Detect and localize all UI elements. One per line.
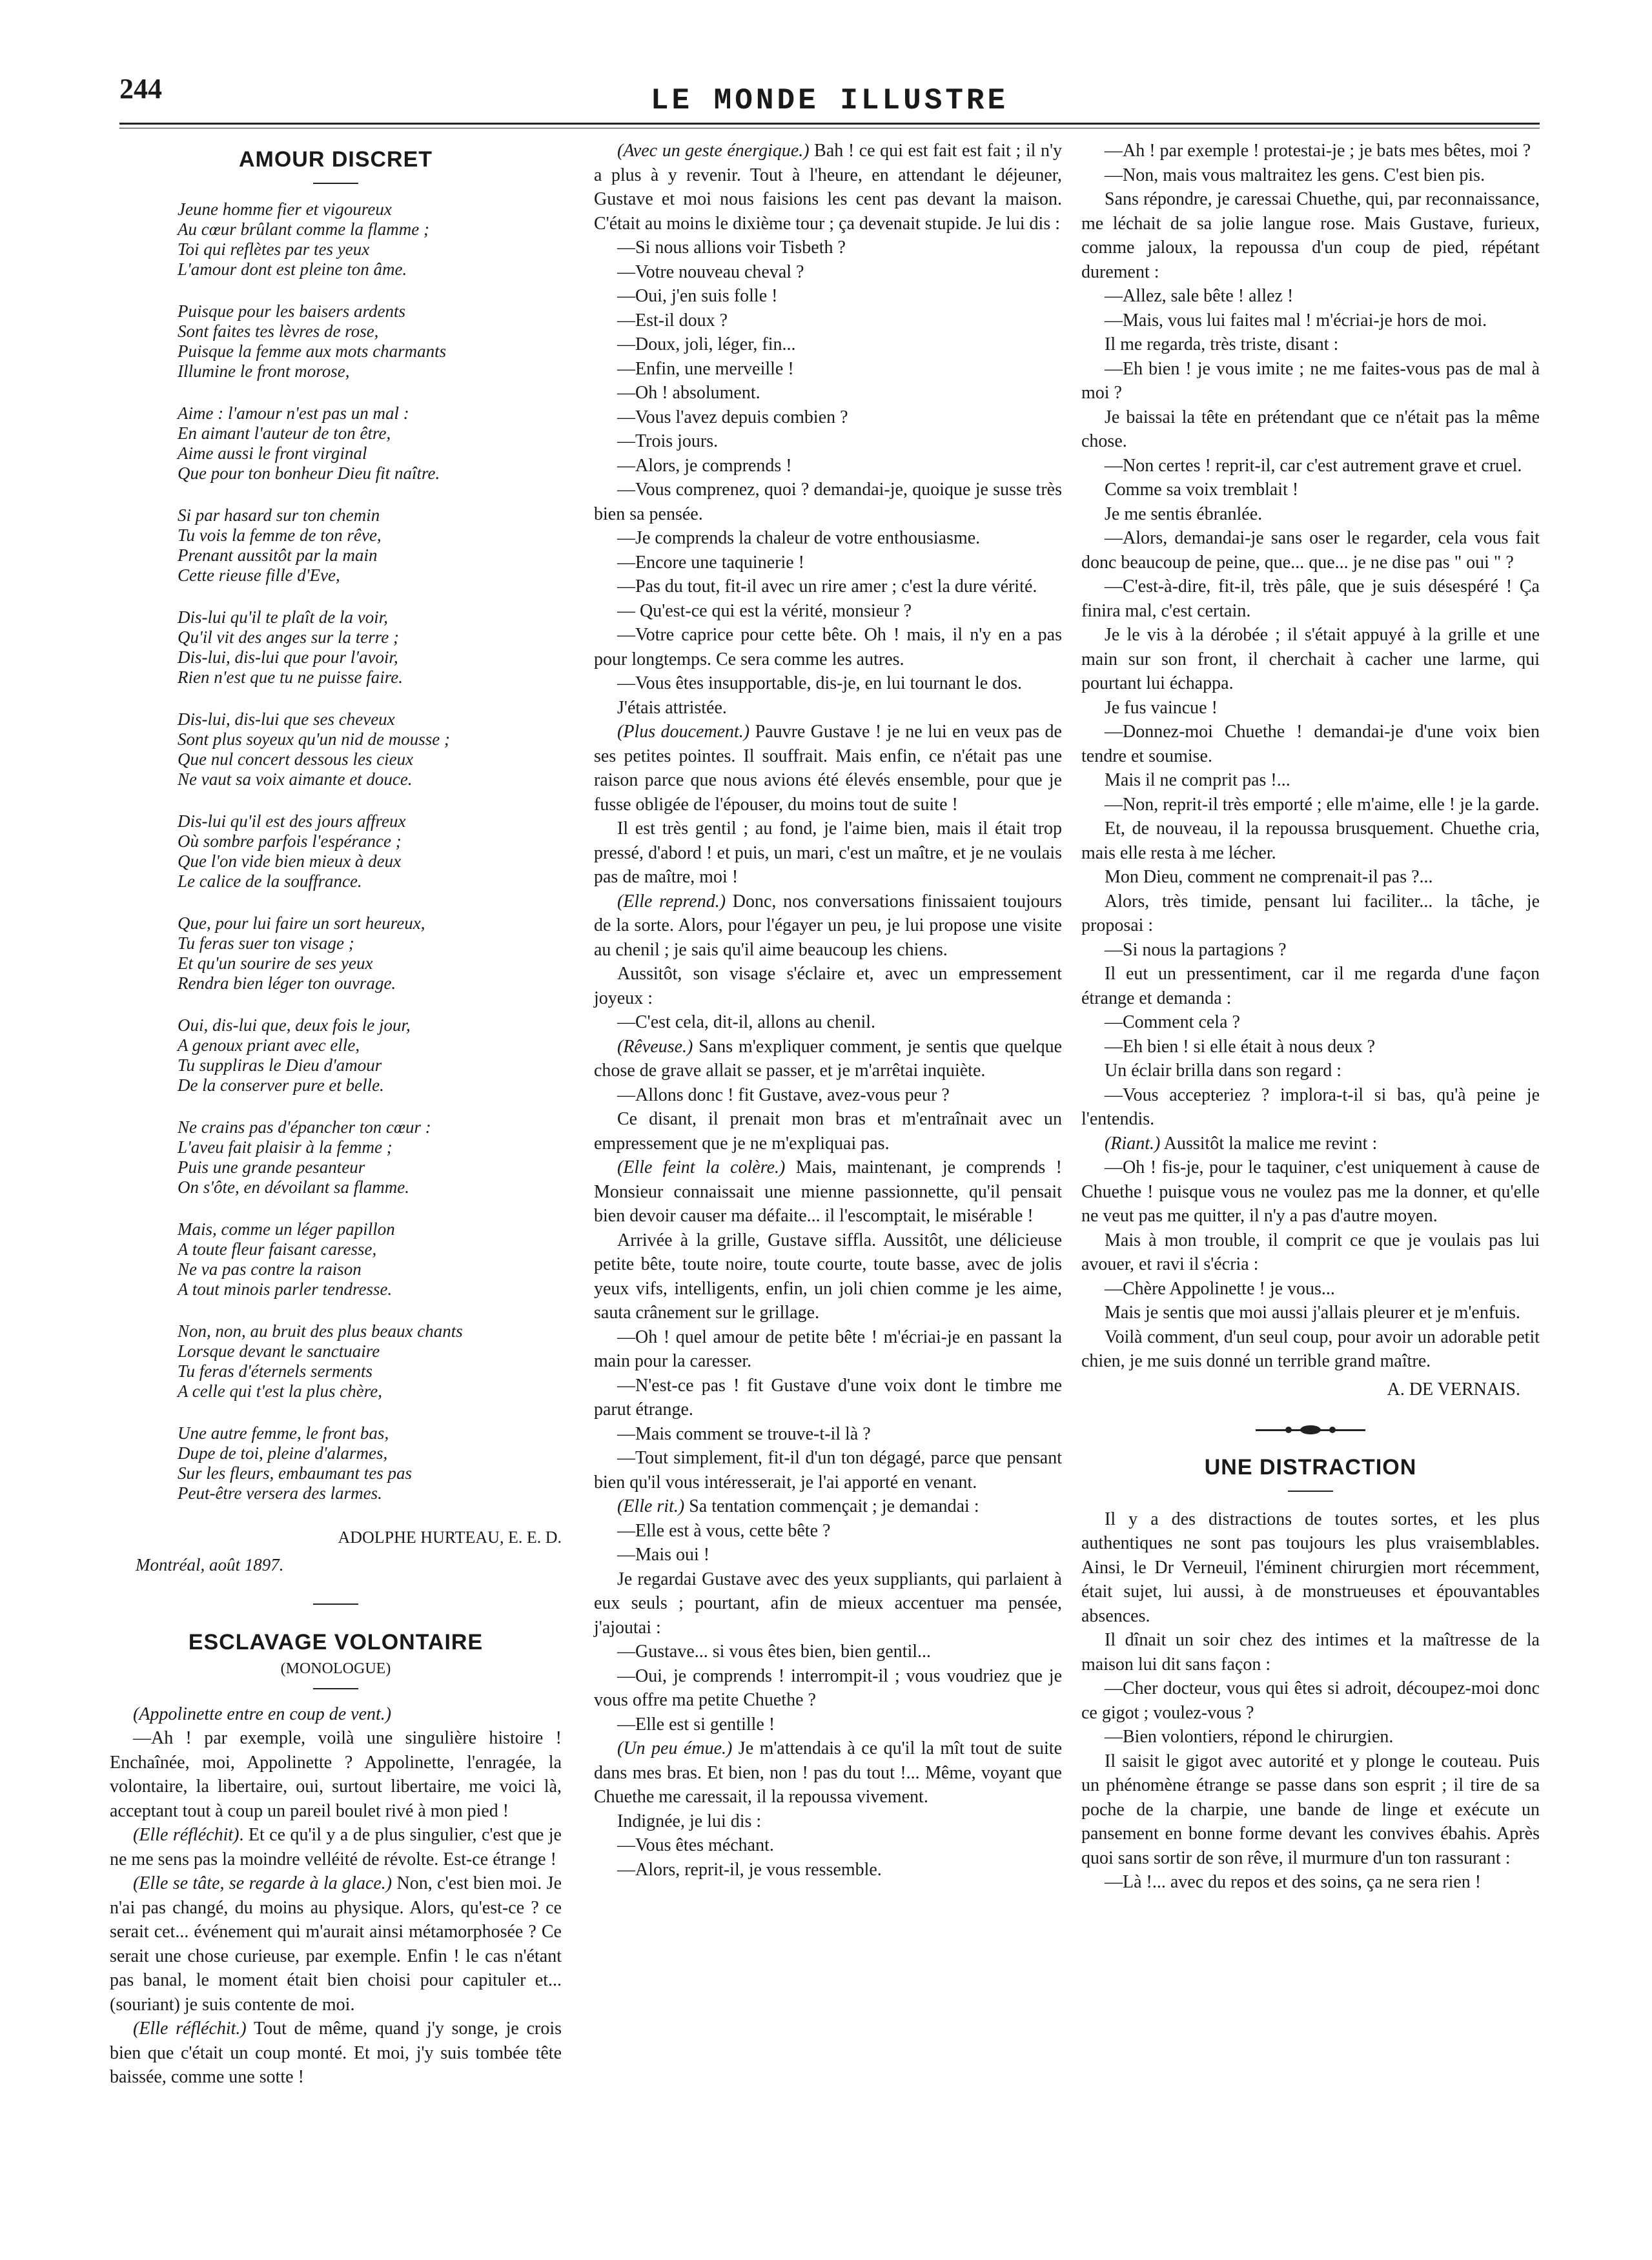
- paragraph: —Votre caprice pour cette bête. Oh ! mais, il n'y en a pas pour longtemps. Ce sera comme les autres.: [594, 625, 1062, 669]
- poem-line: Sont faites tes lèvres de rose,: [178, 321, 379, 341]
- paragraph: —Mais comment se trouve-t-il là ?: [617, 1423, 871, 1444]
- paragraph: Alors, très timide, pensant lui faciliter... la tâche, je proposai :: [1081, 891, 1540, 935]
- poem-line: Puis une grande pesanteur: [178, 1157, 365, 1177]
- paragraph: Mais je sentis que moi aussi j'allais pleurer et je m'enfuis.: [1105, 1303, 1520, 1323]
- paragraph: (Avec un geste énergique.) Bah ! ce qui est fait est fait ; il n'y a plus à y revenir. Tout à l'heure, en attendant le déjeuner, Gustave et moi nous faisions les cent pas devant la maison. C'était au moins le dixième tour ; ça devenait stupide. Je lui dis :: [594, 141, 1062, 234]
- title-rule: [1288, 1491, 1333, 1492]
- poem-line: Une autre femme, le front bas,: [178, 1423, 389, 1443]
- paragraph: J'étais attristée.: [617, 697, 727, 718]
- paragraph: —Vous comprenez, quoi ? demandai-je, quoique je susse très bien sa pensée.: [594, 480, 1062, 524]
- paragraph: —Alors, reprit-il, je vous ressemble.: [617, 1859, 882, 1880]
- paragraph: —Eh bien ! si elle était à nous deux ?: [1105, 1036, 1376, 1057]
- poem-line: Au cœur brûlant comme la flamme ;: [178, 219, 429, 239]
- poem-line: Non, non, au bruit des plus beaux chants: [178, 1321, 463, 1341]
- paragraph: —Si nous la partagions ?: [1105, 939, 1287, 960]
- paragraph: —Tout simplement, fit-il d'un ton dégagé, parce que pensant bien qu'il vous intéresserait, je l'ai apporté en venant.: [594, 1448, 1062, 1492]
- poem-line: A tout minois parler tendresse.: [178, 1279, 393, 1299]
- paragraph: —Oh ! quel amour de petite bête ! m'écriai-je en passant la main pour la caresser.: [594, 1327, 1062, 1371]
- paragraph: Et, de nouveau, il la repoussa brusquement. Chuethe cria, mais elle resta à me lécher.: [1081, 819, 1540, 863]
- poem-stanza: [178, 1219, 562, 1299]
- page-number: 244: [119, 73, 162, 105]
- distraction-text: [1081, 1507, 1540, 1895]
- poem-line: On s'ôte, en dévoilant sa flamme.: [178, 1177, 409, 1197]
- monologue-subtitle: (MONOLOGUE): [280, 1660, 391, 1677]
- column-3: [1081, 139, 1540, 1895]
- poem-stanza: [178, 913, 562, 993]
- paragraph: (Elle se tâte, se regarde à la glace.) Non, c'est bien moi. Je n'ai pas changé, du moins au physique. Alors, qu'est-ce ? ce serait cet... événement qui m'aurait ainsi métamorphosée ? Ce serait une chose curieuse, par exemple. Enfin ! le cas n'étant pas banal, le moment était bien choisi pour capituler et...(souriant) je suis contente de moi.: [110, 1873, 562, 2015]
- poem-line: Tu feras suer ton visage ;: [178, 933, 354, 953]
- poem-line: A toute fleur faisant caresse,: [178, 1239, 377, 1259]
- poem-line: Si par hasard sur ton chemin: [178, 505, 380, 525]
- paragraph: —Alors, je comprends !: [617, 455, 792, 476]
- paragraph: —C'est cela, dit-il, allons au chenil.: [617, 1012, 876, 1032]
- paragraph: Je fus vaincue !: [1105, 697, 1218, 718]
- paragraph: —Non certes ! reprit-il, car c'est autrement grave et cruel.: [1105, 455, 1522, 476]
- paragraph: —Est-il doux ?: [617, 310, 728, 331]
- poem-line: Dis-lui qu'il te plaît de la voir,: [178, 607, 389, 627]
- journal-title: LE MONDE ILLUSTRE: [650, 84, 1009, 117]
- poem-line: Mais, comme un léger papillon: [178, 1219, 395, 1239]
- paragraph: —Oh ! absolument.: [617, 383, 760, 403]
- paragraph: — Qu'est-ce qui est la vérité, monsieur ?: [617, 600, 912, 621]
- poem-line: De la conserver pure et belle.: [178, 1075, 384, 1095]
- paragraph: (Plus doucement.) Pauvre Gustave ! je ne lui en veux pas de ses petites pointes. Il souffrait. Mais enfin, ce n'était pas une raison parce que nous avions été élevés ensemble, pour que je fusse obligée de l'épouser, du moins tout de suite !: [594, 722, 1062, 815]
- poem-line: Sont plus soyeux qu'un nid de mousse ;: [178, 729, 450, 749]
- poem-line: Ne crains pas d'épancher ton cœur :: [178, 1117, 431, 1137]
- poem-line: Lorsque devant le sanctuaire: [178, 1341, 380, 1361]
- paragraph: —Votre nouveau cheval ?: [617, 261, 804, 282]
- paragraph: Aussitôt, son visage s'éclaire et, avec un empressement joyeux :: [594, 964, 1062, 1008]
- paragraph: Mon Dieu, comment ne comprenait-il pas ?...: [1105, 867, 1433, 887]
- monologue-title: ESCLAVAGE VOLONTAIRE: [188, 1629, 484, 1654]
- paragraph: —Pas du tout, fit-il avec un rire amer ; c'est la dure vérité.: [617, 576, 1037, 596]
- paragraph: Voilà comment, d'un seul coup, pour avoir un adorable petit chien, je me suis donné un terrible grand maître.: [1081, 1327, 1540, 1371]
- paragraph: Il me regarda, très triste, disant :: [1105, 334, 1339, 354]
- poem-line: Peut-être versera des larmes.: [178, 1483, 382, 1503]
- paragraph: —Comment cela ?: [1105, 1012, 1240, 1032]
- paragraph: —C'est-à-dire, fit-il, très pâle, que je suis désespéré ! Ça finira mal, c'est certain.: [1081, 576, 1540, 621]
- poem-line: Ne vaut sa voix aimante et douce.: [178, 769, 413, 789]
- poem-line: Oui, dis-lui que, deux fois le jour,: [178, 1015, 411, 1035]
- paragraph: Je baissai la tête en prétendant que ce n'était pas la même chose.: [1081, 407, 1540, 451]
- paragraph: Sans répondre, je caressai Chuethe, qui, par reconnaissance, me léchait de sa jolie langue rose. Mais Gustave, furieux, comme jaloux, la repoussa d'un coup de pied, répétant durement :: [1081, 189, 1540, 282]
- poem-line: A genoux priant avec elle,: [178, 1035, 360, 1055]
- paragraph: —Oh ! fis-je, pour le taquiner, c'est uniquement à cause de Chuethe ! puisque vous ne voulez pas me la donner, et qu'elle ne veut pas me quitter, il n'y a pas d'autre moyen.: [1081, 1157, 1540, 1226]
- paragraph: —Allez, sale bête ! allez !: [1105, 286, 1294, 306]
- poem-stanza: [178, 403, 562, 484]
- poem-line: Ne va pas contre la raison: [178, 1259, 362, 1279]
- paragraph: —Alors, demandai-je sans oser le regarder, cela vous fait donc beaucoup de peine, que... que... je ne dise pas " oui " ?: [1081, 528, 1540, 573]
- paragraph: (Rêveuse.) Sans m'expliquer comment, je sentis que quelque chose de grave allait se passer, et je m'arrêtai inquiète.: [594, 1036, 1062, 1081]
- paragraph: —Ah ! par exemple, voilà une singulière histoire ! Enchaînée, moi, Appolinette ? Appolinette, l'enragée, la volontaire, la libertaire, oui, surtout libertaire, me voici là, acceptant tout à coup un pareil boulet rivé à mon pied !: [110, 1728, 562, 1821]
- poem-stanza: [178, 199, 562, 280]
- paragraph: —Mais, vous lui faites mal ! m'écriai-je hors de moi.: [1105, 310, 1487, 331]
- paragraph: —Là !... avec du repos et des soins, ça ne sera rien !: [1105, 1872, 1482, 1892]
- paragraph: Il y a des distractions de toutes sortes, et les plus authentiques ne sont pas toujours les plus vraisemblables. Ainsi, le Dr Verneuil, l'éminent chirurgien mort récemment, était sujet, lui aussi, à de monstrueuses et épouvantables absences.: [1081, 1509, 1540, 1626]
- paragraph: —Oui, je comprends ! interrompit-il ; vous voudriez que je vous offre ma petite Chuethe ?: [594, 1665, 1062, 1710]
- poem-line: Tu feras d'éternels serments: [178, 1361, 373, 1381]
- poem-stanza: [178, 1321, 562, 1401]
- poem-line: Que l'on vide bien mieux à deux: [178, 851, 402, 871]
- poem-signature: ADOLPHE HURTEAU, E. E. D.: [338, 1527, 562, 1547]
- paragraph: —Chère Appolinette ! je vous...: [1105, 1278, 1335, 1299]
- distraction-title: UNE DISTRACTION: [1204, 1455, 1417, 1480]
- paragraph: —Allons donc ! fit Gustave, avez-vous peur ?: [617, 1084, 950, 1105]
- paragraph: —Vous accepteriez ? implora-t-il si bas, qu'à peine je l'entendis.: [1081, 1084, 1540, 1129]
- paragraph: —Enfin, une merveille !: [617, 358, 794, 379]
- poem-line: Prenant aussitôt par la main: [178, 545, 378, 565]
- poem-line: Dis-lui qu'il est des jours affreux: [178, 811, 406, 831]
- paragraph: —Donnez-moi Chuethe ! demandai-je d'une voix bien tendre et soumise.: [1081, 722, 1540, 766]
- paragraph: —Mais oui !: [617, 1545, 710, 1565]
- paragraph: (Elle feint la colère.) Mais, maintenant, je comprends ! Monsieur connaissait une mienne passionnette, qu'il pensait bien devoir causer ma défaite... il l'escomptait, le misérable !: [594, 1157, 1062, 1226]
- ornament-divider: [1256, 1426, 1365, 1434]
- paragraph: (Elle reprend.) Donc, nos conversations finissaient toujours de la sorte. Alors, pour l'égayer un peu, je lui propose une visite au chenil ; je sais qu'il aime beaucoup les chiens.: [594, 891, 1062, 960]
- monologue-signature: A. DE VERNAIS.: [1387, 1379, 1520, 1400]
- paragraph: —Non, reprit-il très emporté ; elle m'aime, elle ! je la garde.: [1105, 794, 1540, 815]
- paragraph: —Eh bien ! je vous imite ; ne me faites-vous pas de mal à moi ?: [1081, 358, 1540, 403]
- paragraph: —Gustave... si vous êtes bien, bien gentil...: [617, 1642, 932, 1662]
- paragraph: —Vous êtes méchant.: [617, 1835, 774, 1855]
- monologue-text-part-2: [594, 139, 1062, 1882]
- page-header: [119, 72, 1540, 130]
- poem-line: Puisque pour les baisers ardents: [178, 301, 405, 321]
- paragraph: —Trois jours.: [617, 431, 719, 451]
- poem-stanza: [178, 607, 562, 687]
- poem-line: Dis-lui, dis-lui que ses cheveux: [178, 709, 395, 729]
- ornament-center: [1300, 1425, 1321, 1434]
- paragraph: (Elle réfléchit.) Tout de même, quand j'y songe, je crois bien que c'était un coup monté. Et moi, j'y suis tombée tête baissée, comme une sotte !: [110, 2019, 562, 2087]
- poem-line: Et qu'un sourire de ses yeux: [178, 953, 373, 973]
- paragraph: (Riant.) Aussitôt la malice me revint :: [1105, 1133, 1378, 1154]
- poem-stanza: [178, 301, 562, 382]
- poem-line: En aimant l'auteur de ton être,: [178, 423, 391, 443]
- poem-line: Jeune homme fier et vigoureux: [178, 199, 392, 219]
- paragraph: Mais il ne comprit pas !...: [1105, 770, 1290, 790]
- poem-stanza: [178, 1015, 562, 1095]
- paragraph: —Oui, j'en suis folle !: [617, 286, 778, 306]
- poem-line: Tu suppliras le Dieu d'amour: [178, 1055, 382, 1075]
- poem-line: Le calice de la souffrance.: [178, 871, 362, 891]
- poem-line: Cette rieuse fille d'Eve,: [178, 565, 340, 585]
- paragraph: Un éclair brilla dans son regard :: [1105, 1061, 1341, 1081]
- poem-line: Illumine le front morose,: [178, 361, 350, 381]
- paragraph: —Vous l'avez depuis combien ?: [617, 407, 848, 427]
- poem-line: Dis-lui, dis-lui que pour l'avoir,: [178, 647, 398, 667]
- paragraph: Comme sa voix tremblait !: [1105, 480, 1299, 500]
- monologue-text-part-3: [1081, 139, 1540, 1374]
- poem-stanza: [178, 709, 562, 789]
- title-rule: [313, 1688, 358, 1689]
- paragraph: Je regardai Gustave avec des yeux suppliants, qui parlaient à eux seuls ; pourtant, afin de mieux accentuer ma pensée, j'ajoutai :: [594, 1569, 1062, 1638]
- poem-line: Que pour ton bonheur Dieu fit naître.: [178, 463, 440, 483]
- paragraph: Indignée, je lui dis :: [617, 1811, 762, 1831]
- column-1: [110, 139, 562, 2090]
- poem-place-date: Montréal, août 1897.: [136, 1555, 284, 1574]
- poem-title: AMOUR DISCRET: [238, 147, 433, 172]
- paragraph: —Vous êtes insupportable, dis-je, en lui tournant le dos.: [617, 673, 1023, 693]
- paragraph: Arrivée à la grille, Gustave siffla. Aussitôt, une délicieuse petite bête, toute noire, toute courte, toute basse, avec de jolis yeux vifs, intelligents, enfin, un joli chien comme je les aime, sauta crânement sur le grillage.: [594, 1230, 1062, 1323]
- poem-line: A celle qui t'est la plus chère,: [178, 1381, 382, 1401]
- poem-stanza: [178, 811, 562, 891]
- poem-stanza: [178, 505, 562, 585]
- paragraph: —Ah ! par exemple ! protestai-je ; je bats mes bêtes, moi ?: [1105, 141, 1531, 161]
- poem-line: L'amour dont est pleine ton âme.: [178, 259, 407, 279]
- poem-line: Rien n'est que tu ne puisse faire.: [178, 667, 403, 687]
- paragraph: —Je comprends la chaleur de votre enthousiasme.: [617, 528, 981, 548]
- paragraph: —N'est-ce pas ! fit Gustave d'une voix dont le timbre me parut étrange.: [594, 1375, 1062, 1420]
- poem-line: Rendra bien léger ton ouvrage.: [178, 973, 396, 993]
- ornament-dot: [1285, 1427, 1292, 1433]
- monologue-text-part-1: [110, 1702, 562, 2090]
- paragraph: Je le vis à la dérobée ; il s'était appuyé à la grille et une main sur son front, il cherchait à cacher une larme, qui pourtant lui échappa.: [1081, 625, 1540, 693]
- poem-line: Qu'il vit des anges sur la terre ;: [178, 627, 399, 647]
- paragraph: —Si nous allions voir Tisbeth ?: [617, 238, 846, 258]
- paragraph: Il dînait un soir chez des intimes et la maîtresse de la maison lui dit sans façon :: [1081, 1630, 1540, 1675]
- paragraph: (Appolinette entre en coup de vent.): [133, 1704, 392, 1724]
- ornament-dot: [1329, 1427, 1336, 1433]
- poem-line: Où sombre parfois l'espérance ;: [178, 831, 402, 851]
- paragraph: —Elle est à vous, cette bête ?: [617, 1520, 831, 1541]
- paragraph: —Doux, joli, léger, fin...: [617, 334, 796, 354]
- paragraph: (Elle réfléchit). Et ce qu'il y a de plus singulier, c'est que je ne me sens pas la moindre velléité de révolte. Est-ce étrange !: [110, 1825, 562, 1869]
- poem-line: Sur les fleurs, embaumant tes pas: [178, 1463, 412, 1483]
- poem-line: Dupe de toi, pleine d'alarmes,: [178, 1443, 388, 1463]
- poem-body: [110, 199, 562, 1503]
- paragraph: —Elle est si gentille !: [617, 1714, 775, 1735]
- paragraph: —Encore une taquinerie !: [617, 552, 804, 573]
- paragraph: Il saisit le gigot avec autorité et y plonge le couteau. Puis un phénomène étrange se passe dans son esprit ; il tire de sa poche de la charpie, une bande de linge et exécute un pansement en bonne forme devant les convives ébahis. Après quoi sans sortir de son rêve, il murmure d'un ton rassurant :: [1081, 1751, 1540, 1868]
- poem-stanza: [178, 1423, 562, 1503]
- poem-line: Que, pour lui faire un sort heureux,: [178, 913, 425, 933]
- poem-line: Toi qui reflètes par tes yeux: [178, 239, 370, 259]
- paragraph: (Un peu émue.) Je m'attendais à ce qu'il la mît tout de suite dans mes bras. Et bien, non ! pas du tout !... Même, voyant que Chuethe me caressait, il la repoussa vivement.: [594, 1738, 1063, 1807]
- paragraph: Il est très gentil ; au fond, je l'aime bien, mais il était trop pressé, d'abord ! et puis, un mari, c'est un maître, et je ne voulais pas de maître, moi !: [594, 819, 1062, 887]
- poem-line: Aime : l'amour n'est pas un mal :: [178, 403, 409, 423]
- paragraph: Mais à mon trouble, il comprit ce que je voulais pas lui avouer, et ravi il s'écria :: [1081, 1230, 1540, 1274]
- poem-line: Puisque la femme aux mots charmants: [178, 341, 447, 361]
- poem-line: Tu vois la femme de ton rêve,: [178, 525, 382, 545]
- paragraph: —Cher docteur, vous qui êtes si adroit, découpez-moi donc ce gigot ; voulez-vous ?: [1081, 1678, 1540, 1723]
- poem-line: Que nul concert dessous les cieux: [178, 749, 414, 769]
- paragraph: Il eut un pressentiment, car il me regarda d'une façon étrange et demanda :: [1081, 964, 1540, 1008]
- header-rule: [119, 123, 1540, 125]
- paragraph: —Bien volontiers, répond le chirurgien.: [1105, 1727, 1394, 1747]
- poem-line: L'aveu fait plaisir à la femme ;: [178, 1137, 393, 1157]
- divider: [313, 1603, 358, 1605]
- column-2: [594, 139, 1062, 1882]
- paragraph: (Elle rit.) Sa tentation commençait ; je demandai :: [617, 1496, 979, 1516]
- poem-stanza: [178, 1117, 562, 1197]
- paragraph: Ce disant, il prenait mon bras et m'entraînait avec un empressement que je ne m'expliquai pas.: [594, 1109, 1062, 1154]
- paragraph: Je me sentis ébranlée.: [1105, 504, 1263, 524]
- paragraph: —Non, mais vous maltraitez les gens. C'est bien pis.: [1105, 165, 1485, 185]
- title-rule: [313, 183, 358, 184]
- poem-line: Aime aussi le front virginal: [178, 443, 367, 463]
